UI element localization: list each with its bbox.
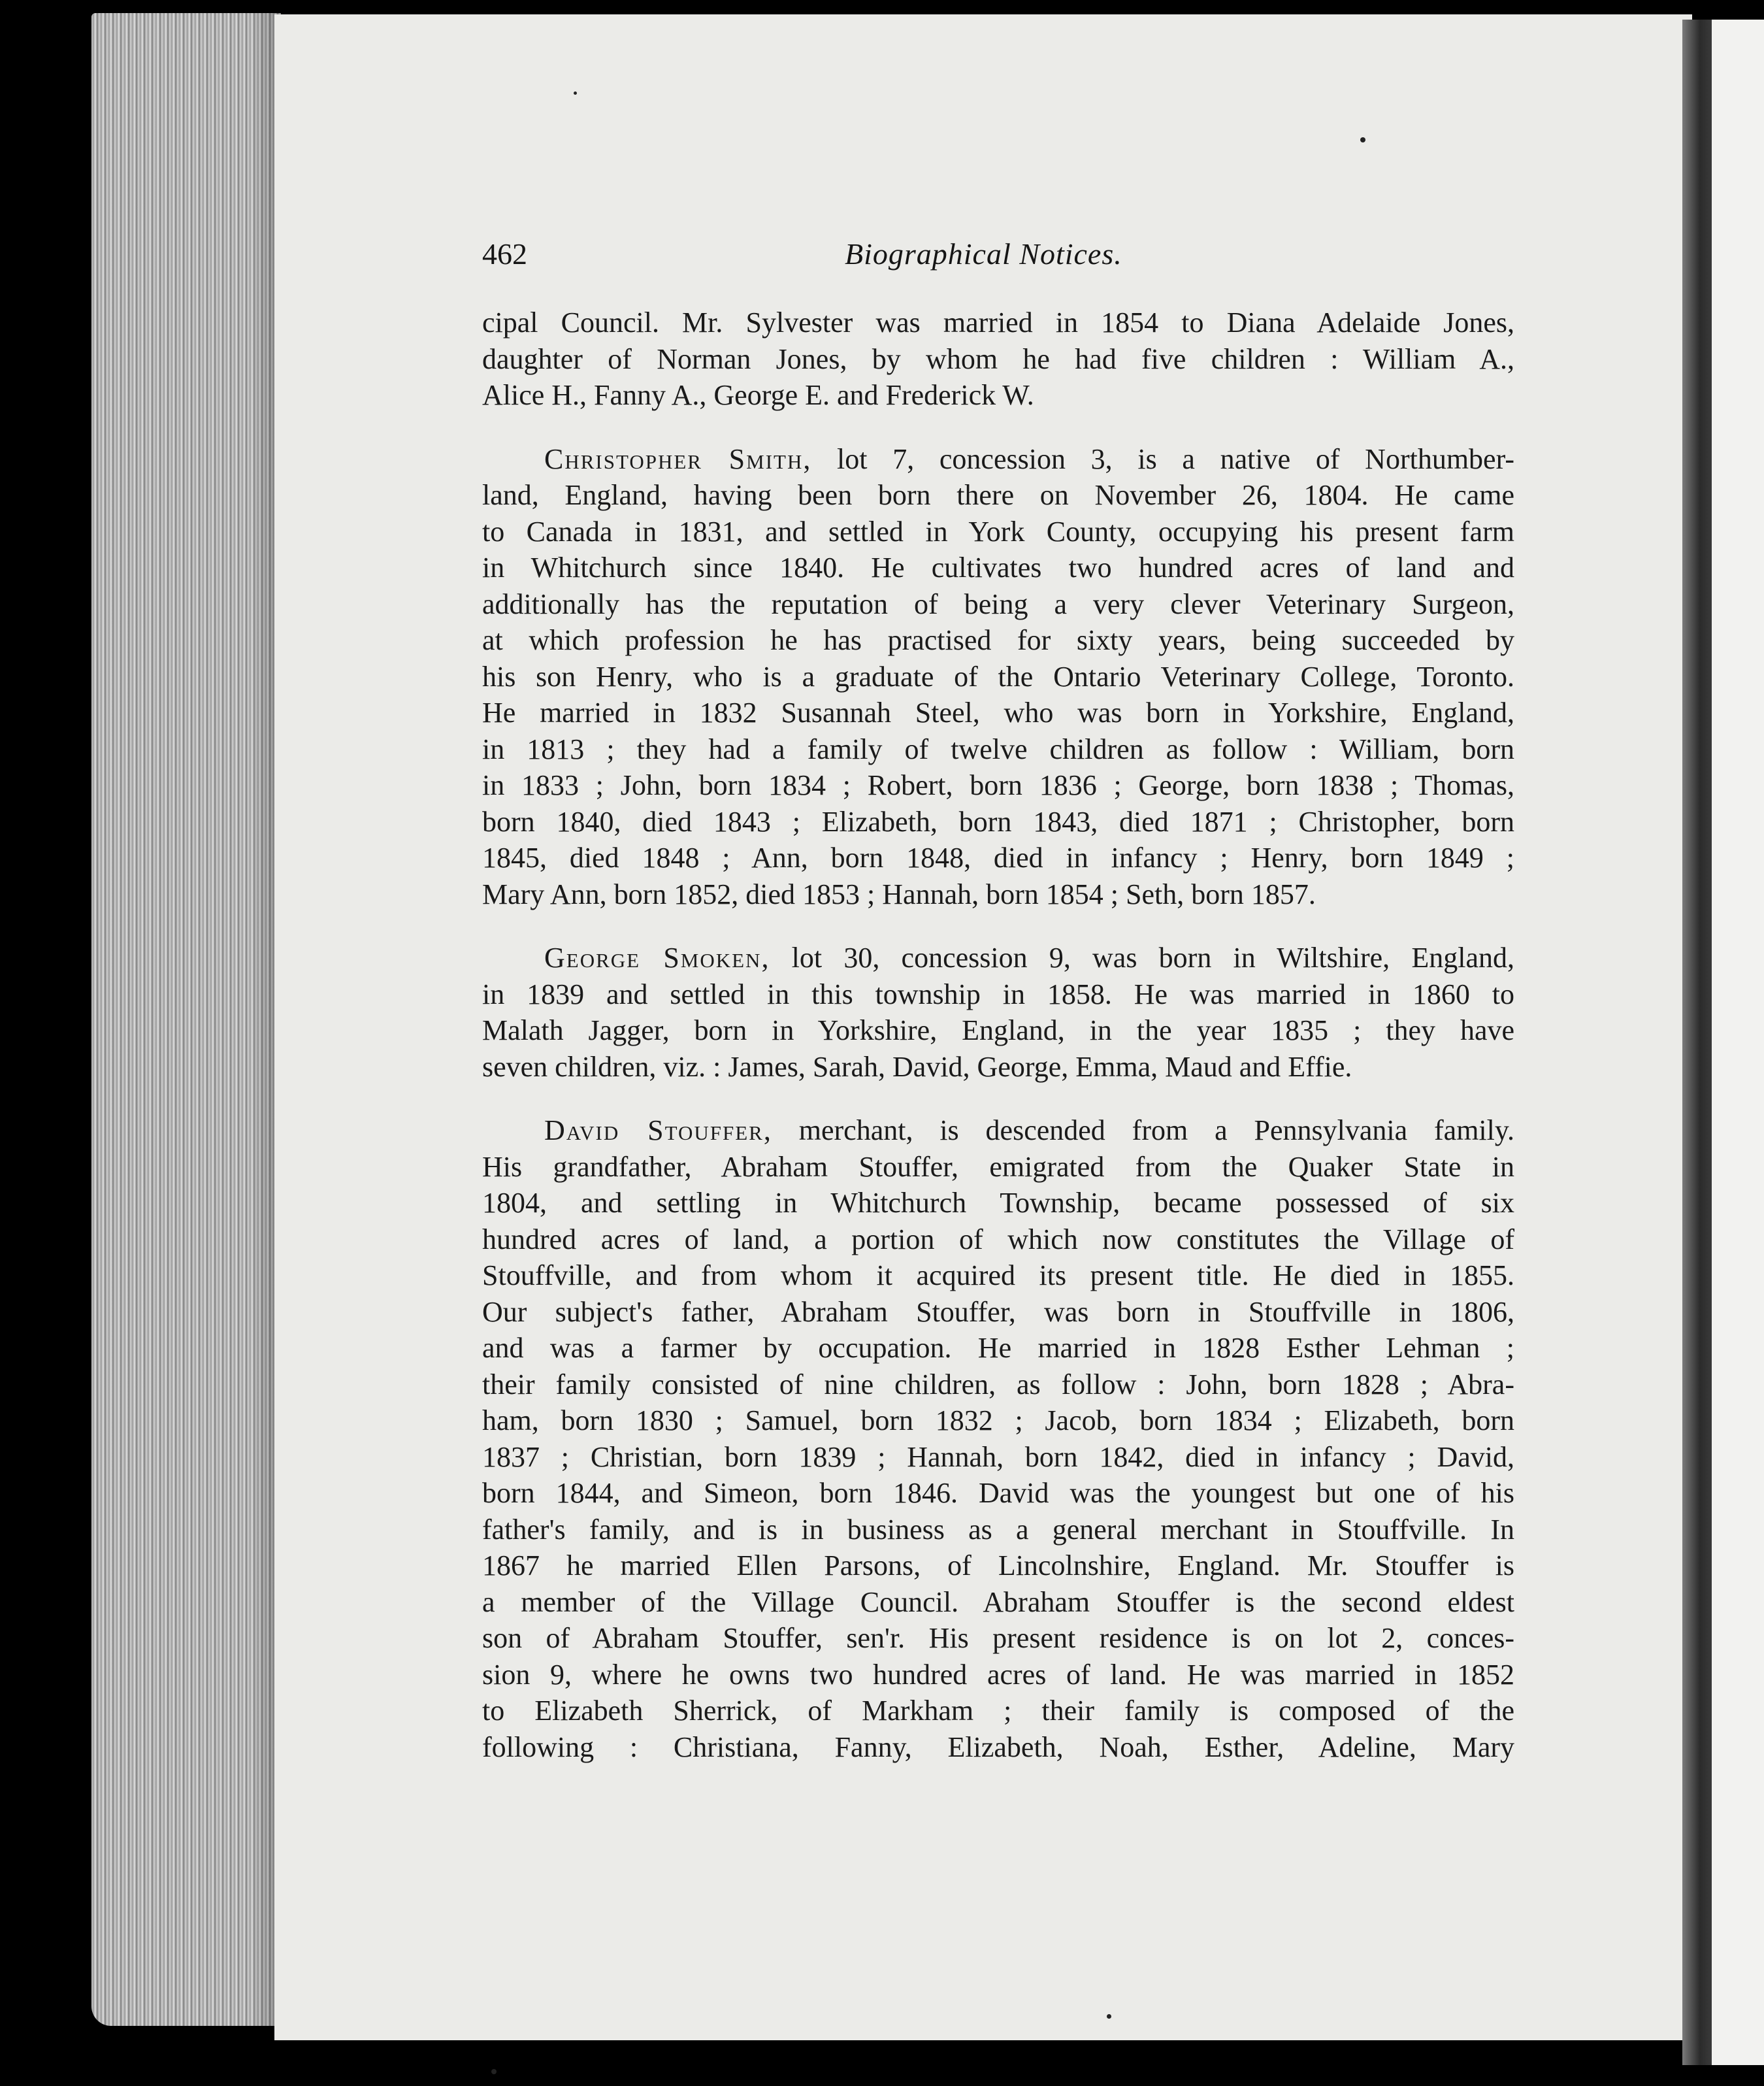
text-line: Alice H., Fanny A., George E. and Frederick W. bbox=[482, 379, 1034, 411]
text-line: He married in 1832 Susannah Steel, who was born in Yorkshire, England, bbox=[482, 697, 1514, 729]
text-line: father's family, and is in business as a general merchant in Stouffville. In bbox=[482, 1513, 1514, 1546]
binding-gutter bbox=[1682, 20, 1712, 2065]
text-line: sion 9, where he owns two hundred acres of land. He was married in 1852 bbox=[482, 1658, 1514, 1691]
text-line bbox=[482, 441, 1514, 478]
text-line: Stouffville, and from whom it acquired its present title. He died in 1855. bbox=[482, 1259, 1514, 1291]
text-line: 1867 he married Ellen Parsons, of Lincolnshire, England. Mr. Stouffer is bbox=[482, 1549, 1514, 1581]
text-line: to Elizabeth Sherrick, of Markham ; their family is composed of the bbox=[482, 1695, 1514, 1727]
next-page-edge bbox=[1712, 20, 1764, 2065]
text-line: in 1813 ; they had a family of twelve children as follow : William, born bbox=[482, 733, 1514, 765]
dust-speck bbox=[1360, 137, 1365, 142]
entry-name: Christopher Smith, bbox=[544, 442, 812, 475]
page-edges bbox=[91, 13, 281, 2026]
paragraph bbox=[482, 1112, 1514, 1765]
page-number: 462 bbox=[482, 237, 527, 271]
text-line: in Whitchurch since 1840. He cultivates two hundred acres of land and bbox=[482, 552, 1514, 584]
text-line: in 1839 and settled in this township in 1858. He was married in 1860 to bbox=[482, 978, 1514, 1010]
dust-speck bbox=[491, 2069, 497, 2074]
paragraph bbox=[482, 441, 1514, 913]
text-line: 1837 ; Christian, born 1839 ; Hannah, born 1842, died in infancy ; David, bbox=[482, 1440, 1514, 1473]
text-fragment: lot 7, concession 3, is a native of Northumber- bbox=[811, 442, 1514, 475]
text-line: a member of the Village Council. Abraham Stouffer is the second eldest bbox=[482, 1585, 1514, 1618]
text-line: born 1844, and Simeon, born 1846. David was the youngest but one of his bbox=[482, 1477, 1514, 1509]
text-line: their family consisted of nine children, as follow : John, born 1828 ; Abra- bbox=[482, 1368, 1514, 1400]
text-line: in 1833 ; John, born 1834 ; Robert, born 1836 ; George, born 1838 ; Thomas, bbox=[482, 769, 1514, 801]
text-line: cipal Council. Mr. Sylvester was married in 1854 to Diana Adelaide Jones, bbox=[482, 306, 1514, 339]
text-line: son of Abraham Stouffer, sen'r. His present residence is on lot 2, conces- bbox=[482, 1622, 1514, 1654]
text-line: seven children, viz. : James, Sarah, David, George, Emma, Maud and Effie. bbox=[482, 1050, 1352, 1083]
text-line: to Canada in 1831, and settled in York County, occupying his present farm bbox=[482, 515, 1514, 548]
text-line bbox=[482, 1112, 1514, 1149]
entry-name: George Smoken, bbox=[544, 942, 770, 974]
text-line: and was a farmer by occupation. He married in 1828 Esther Lehman ; bbox=[482, 1332, 1514, 1364]
text-line: at which profession he has practised for sixty years, being succeeded by bbox=[482, 624, 1514, 656]
text-line: hundred acres of land, a portion of which now constitutes the Village of bbox=[482, 1223, 1514, 1255]
text-line: born 1840, died 1843 ; Elizabeth, born 1843, died 1871 ; Christopher, born bbox=[482, 805, 1514, 838]
text-line: Mary Ann, born 1852, died 1853 ; Hannah, born 1854 ; Seth, born 1857. bbox=[482, 878, 1316, 910]
text-line: Malath Jagger, born in Yorkshire, England, in the year 1835 ; they have bbox=[482, 1014, 1514, 1046]
text-line: following : Christiana, Fanny, Elizabeth, Noah, Esther, Adeline, Mary bbox=[482, 1730, 1514, 1763]
text-line: Our subject's father, Abraham Stouffer, was born in Stouffville in 1806, bbox=[482, 1295, 1514, 1328]
text-line: additionally has the reputation of being a very clever Veterinary Surgeon, bbox=[482, 588, 1514, 620]
running-title: Biographical Notices. bbox=[845, 237, 1122, 271]
text-line: his son Henry, who is a graduate of the Ontario Veterinary College, Toronto. bbox=[482, 660, 1514, 693]
text-line: land, England, having been born there on November 26, 1804. He came bbox=[482, 479, 1514, 511]
text-fragment: merchant, is descended from a Pennsylvania family. bbox=[772, 1114, 1515, 1146]
text-line bbox=[482, 940, 1514, 976]
paragraph bbox=[482, 940, 1514, 1085]
text-line: 1804, and settling in Whitchurch Township, became possessed of six bbox=[482, 1187, 1514, 1219]
page-header bbox=[482, 237, 1514, 289]
dust-speck bbox=[574, 91, 577, 95]
entry-name: David Stouffer, bbox=[544, 1114, 772, 1146]
text-line: His grandfather, Abraham Stouffer, emigrated from the Quaker State in bbox=[482, 1150, 1514, 1183]
text-line: 1845, died 1848 ; Ann, born 1848, died in infancy ; Henry, born 1849 ; bbox=[482, 842, 1514, 874]
paragraph bbox=[482, 305, 1514, 414]
text-fragment: lot 30, concession 9, was born in Wiltshire, England, bbox=[770, 942, 1514, 974]
dust-speck bbox=[1107, 2014, 1111, 2019]
body-text bbox=[482, 305, 1514, 1765]
text-line: daughter of Norman Jones, by whom he had five children : William A., bbox=[482, 342, 1514, 375]
text-line: ham, born 1830 ; Samuel, born 1832 ; Jacob, born 1834 ; Elizabeth, born bbox=[482, 1404, 1514, 1436]
